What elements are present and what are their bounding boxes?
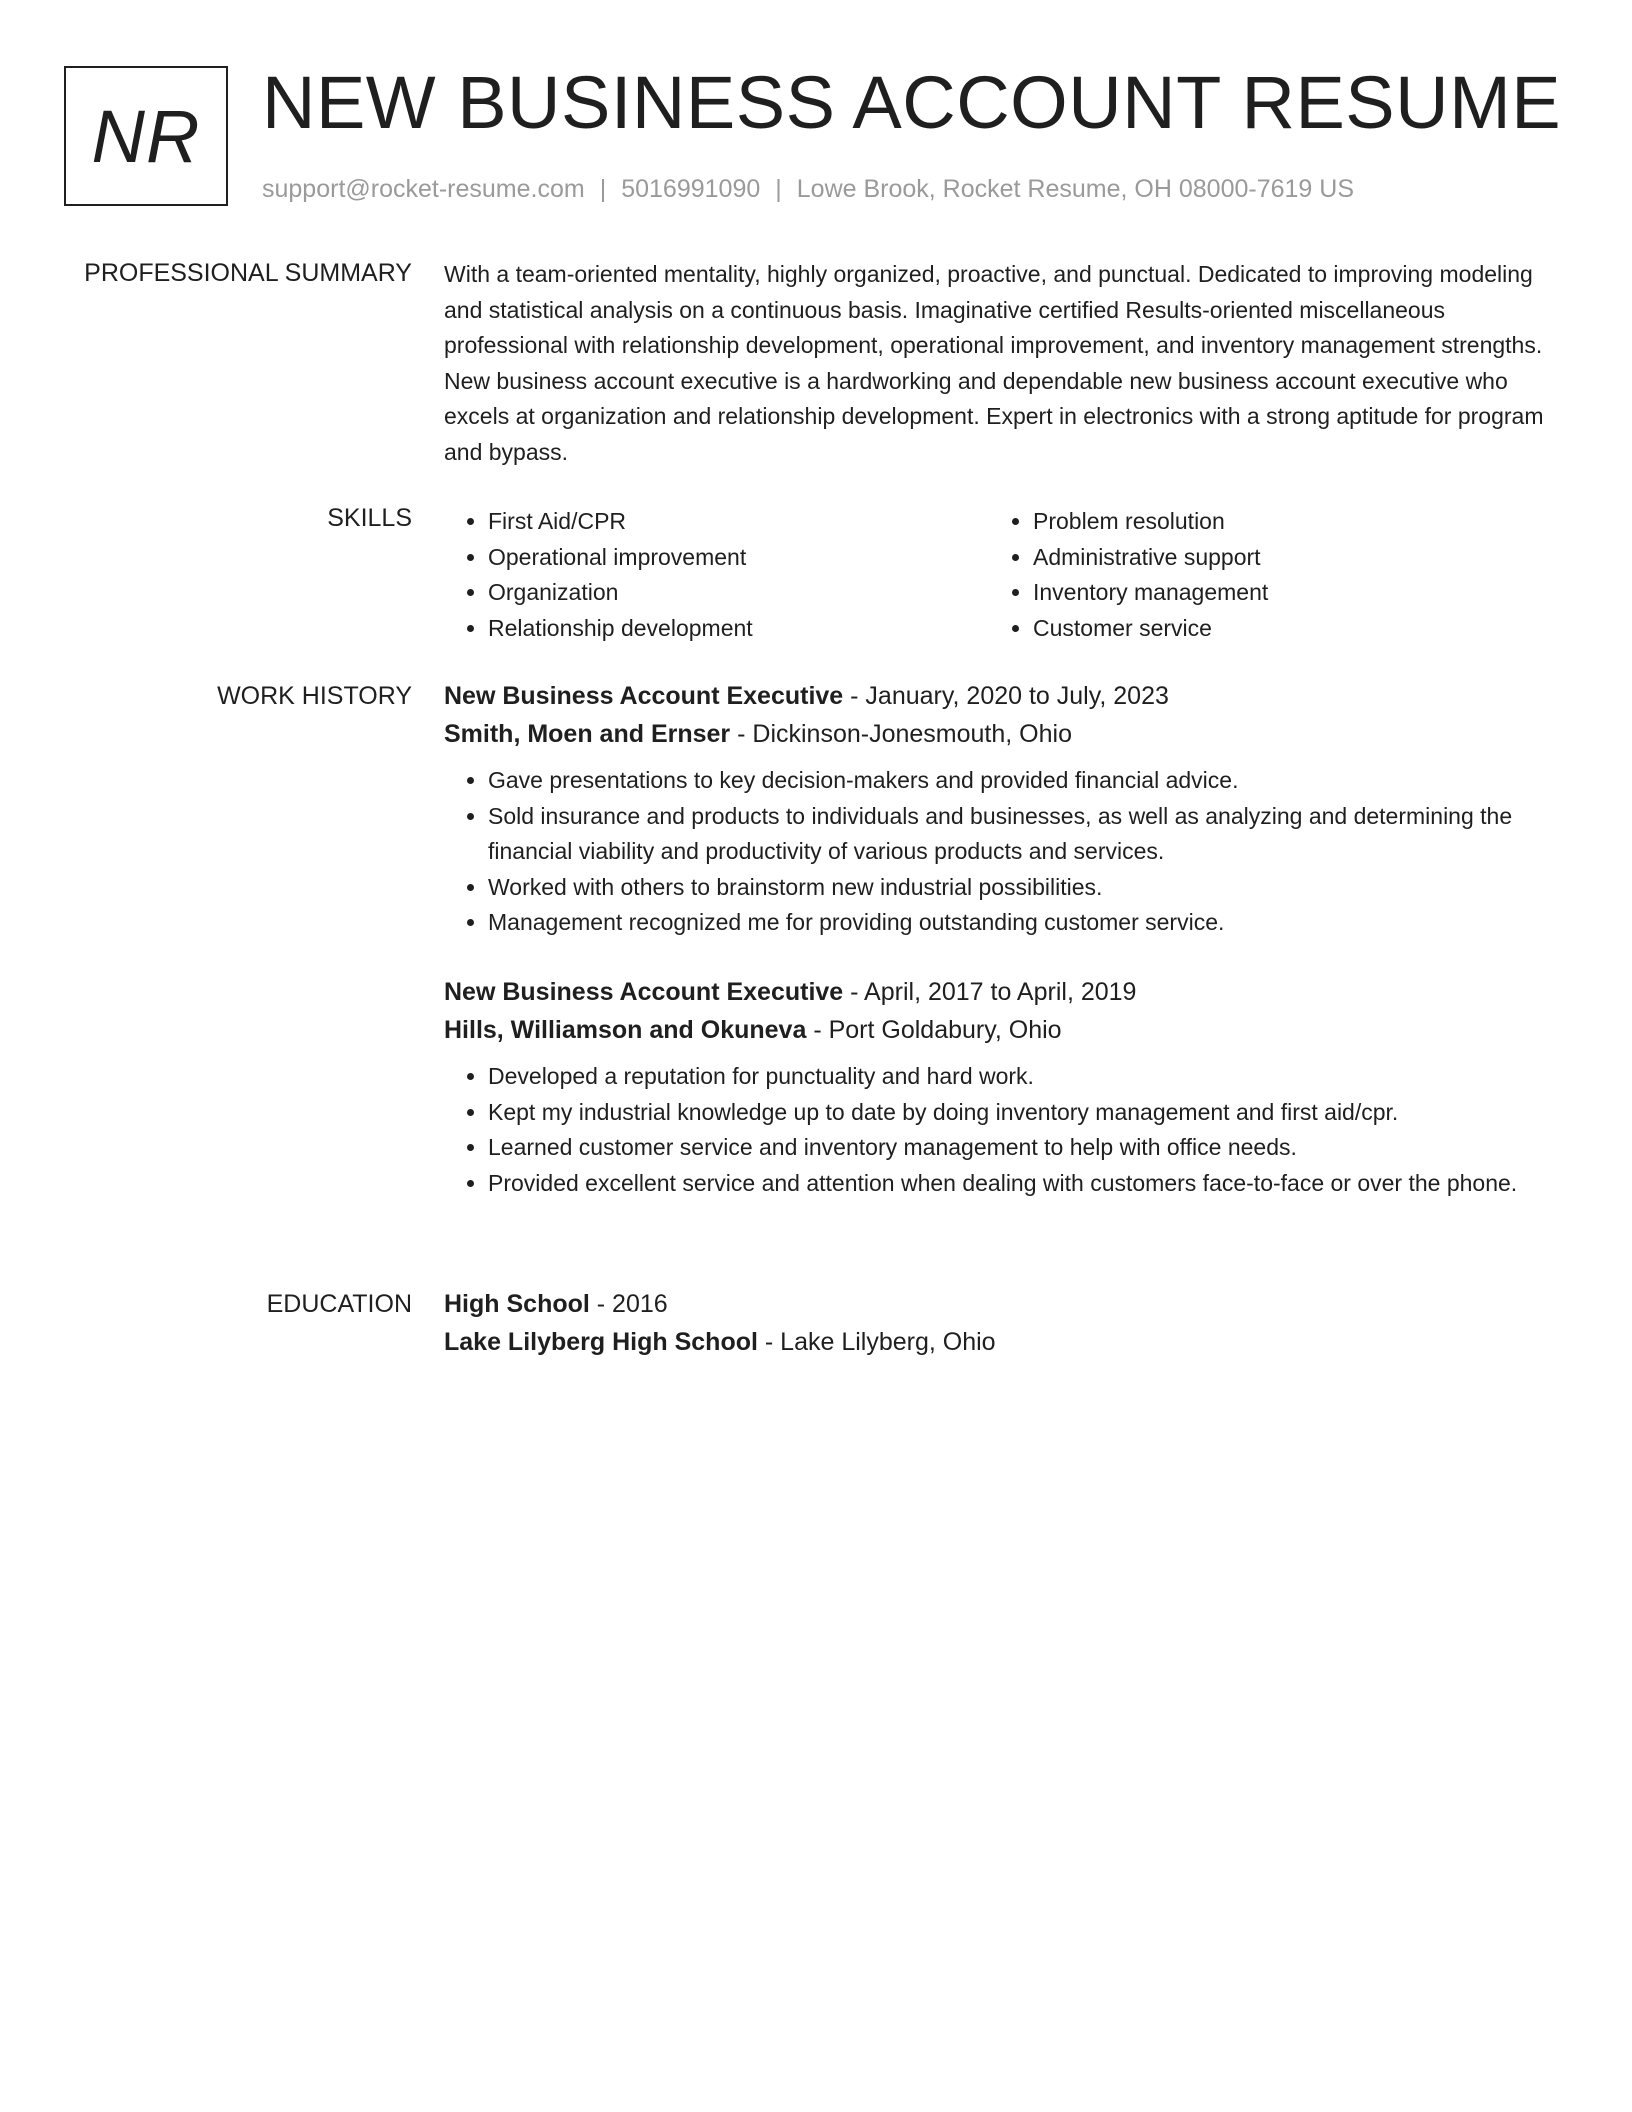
work-history-heading: WORK HISTORY bbox=[217, 682, 412, 710]
skill-item: • Customer service bbox=[1033, 611, 1534, 647]
contact-email: support@rocket-resume.com bbox=[262, 175, 585, 203]
job-bullets bbox=[444, 1059, 1554, 1201]
job-location: - Dickinson-Jonesmouth, Ohio bbox=[730, 720, 1072, 748]
education-degree: High School bbox=[444, 1290, 590, 1318]
job-bullet: • Developed a reputation for punctuality and hard work. bbox=[488, 1059, 1554, 1095]
education-location: - Lake Lilyberg, Ohio bbox=[757, 1328, 996, 1356]
education-school-line bbox=[444, 1323, 1554, 1361]
monogram-initials: NR bbox=[91, 94, 201, 178]
contact-phone: 5016991090 bbox=[621, 175, 761, 203]
job-title: New Business Account Executive bbox=[444, 977, 844, 1006]
job-company: Smith, Moen and Ernser bbox=[444, 720, 731, 748]
skill-item: • Operational improvement bbox=[488, 540, 989, 576]
skills-body bbox=[444, 504, 1554, 646]
education-body bbox=[444, 1285, 1554, 1361]
education-year: - 2016 bbox=[589, 1290, 668, 1318]
education-heading: EDUCATION bbox=[266, 1290, 412, 1318]
job-company: Hills, Williamson and Okuneva bbox=[444, 1015, 807, 1044]
work-history-body bbox=[444, 677, 1554, 1201]
monogram-box bbox=[64, 66, 228, 206]
job-bullet: • Gave presentations to key decision-makers and provided financial advice. bbox=[488, 763, 1554, 799]
contact-line bbox=[262, 174, 1354, 204]
skill-item: • Administrative support bbox=[1033, 540, 1534, 576]
job-dates: - April, 2017 to April, 2019 bbox=[843, 977, 1137, 1006]
job-bullet: • Management recognized me for providing outstanding customer service. bbox=[488, 905, 1554, 941]
skill-item: • Relationship development bbox=[488, 611, 989, 647]
contact-separator: | bbox=[775, 175, 782, 203]
job-dates: - January, 2020 to July, 2023 bbox=[843, 682, 1169, 710]
job-location: - Port Goldabury, Ohio bbox=[806, 1015, 1062, 1044]
skill-item: • Problem resolution bbox=[1033, 504, 1534, 540]
skills-heading: SKILLS bbox=[327, 504, 412, 532]
education-degree-line bbox=[444, 1285, 1554, 1323]
skills-list-left bbox=[444, 504, 989, 646]
contact-separator: | bbox=[599, 175, 607, 203]
job-title-line bbox=[444, 973, 1554, 1011]
job-bullet: • Worked with others to brainstorm new industrial possibilities. bbox=[488, 870, 1554, 906]
skill-item: • Organization bbox=[488, 575, 989, 611]
summary-text: With a team-oriented mentality, highly organized, proactive, and punctual. Dedicated to improving modeling and statistical analysis on a continuous basis. Imaginative certified Results-oriented miscellaneous professional with relationship development, operational improvement, and inventory management strengths. New business account executive is a hardworking and dependable new business account executive who excels at organization and relationship development. Expert in electronics with a strong aptitude for program and bypass. bbox=[444, 261, 1544, 465]
contact-address: Lowe Brook, Rocket Resume, OH 08000-7619 US bbox=[796, 175, 1354, 203]
skills-list-right bbox=[989, 504, 1534, 646]
skill-item: • First Aid/CPR bbox=[488, 504, 989, 540]
job-company-line bbox=[444, 715, 1554, 753]
resume-title: NEW BUSINESS ACCOUNT RESUME bbox=[262, 61, 1562, 144]
education-school: Lake Lilyberg High School bbox=[444, 1328, 758, 1356]
job-company-line bbox=[444, 1011, 1554, 1049]
job-title-line bbox=[444, 677, 1554, 715]
job-bullets bbox=[444, 763, 1554, 941]
job-bullet: • Provided excellent service and attention when dealing with customers face-to-face or over the phone. bbox=[488, 1166, 1554, 1202]
summary-heading: PROFESSIONAL SUMMARY bbox=[84, 259, 412, 287]
job-bullet: • Kept my industrial knowledge up to date by doing inventory management and first aid/cpr. bbox=[488, 1095, 1554, 1131]
job-title: New Business Account Executive bbox=[444, 682, 844, 710]
job-bullet: • Learned customer service and inventory management to help with office needs. bbox=[488, 1130, 1554, 1166]
job-entry bbox=[444, 973, 1554, 1201]
job-entry bbox=[444, 677, 1554, 941]
summary-body bbox=[444, 257, 1554, 471]
skill-item: • Inventory management bbox=[1033, 575, 1534, 611]
job-bullet: • Sold insurance and products to individuals and businesses, as well as analyzing and determining the financial viability and productivity of various products and services. bbox=[488, 799, 1554, 870]
